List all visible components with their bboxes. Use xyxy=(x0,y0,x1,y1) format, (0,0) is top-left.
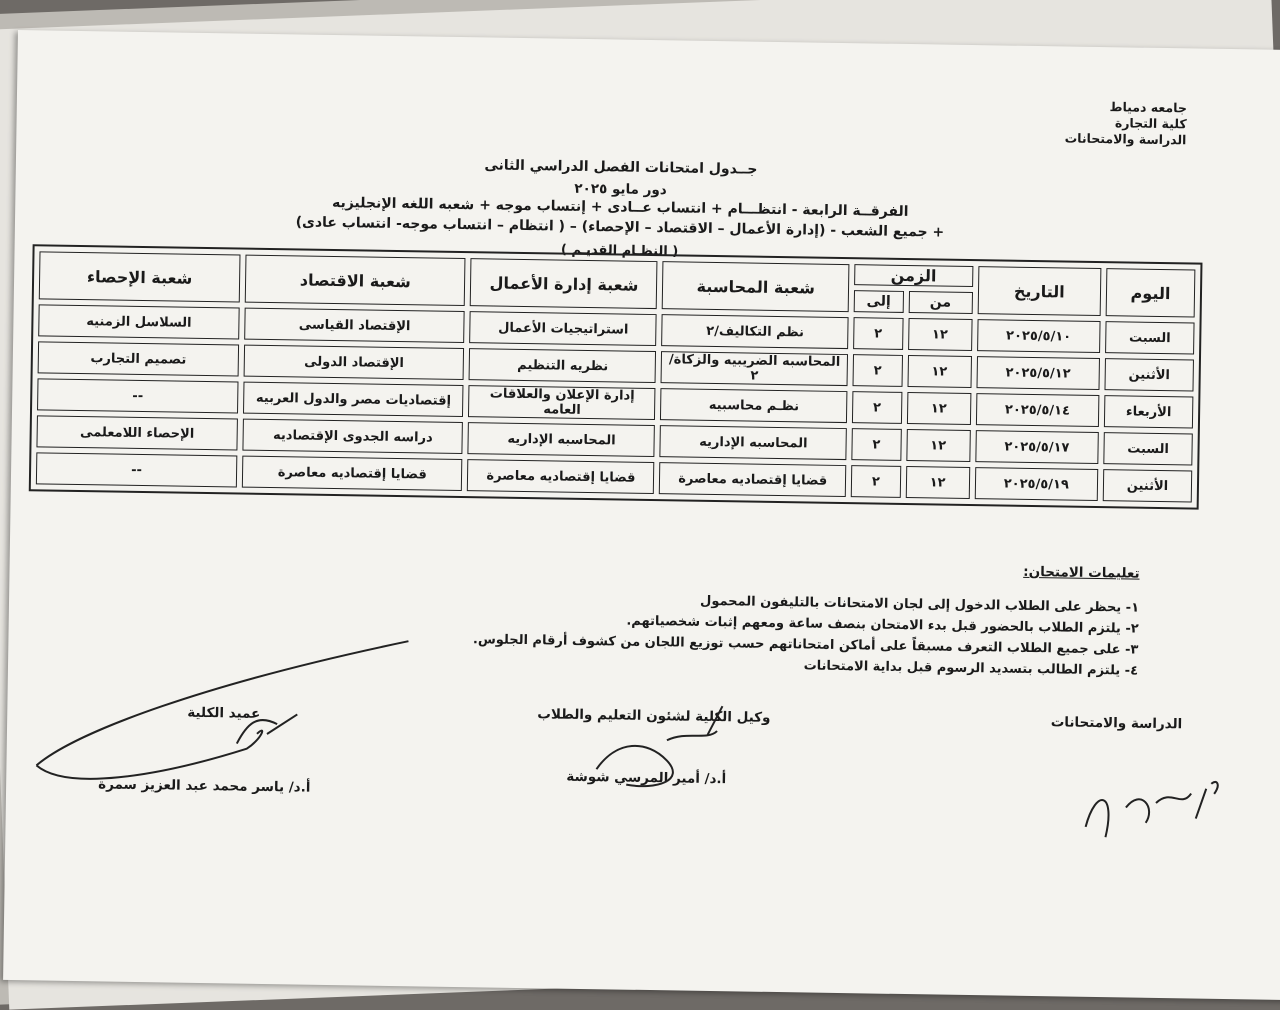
cell-to: ٢ xyxy=(851,465,901,498)
header-from: من xyxy=(908,291,972,314)
cell-day: السبت xyxy=(1103,432,1192,465)
cell-to: ٢ xyxy=(853,317,903,350)
cell-business: استراتيجيات الأعمال xyxy=(470,311,657,346)
university-name: جامعه دمياط xyxy=(1109,99,1188,116)
header-date: التاريخ xyxy=(977,266,1101,316)
cell-to: ٢ xyxy=(853,354,903,387)
cell-accounting: قضايا إقتصاديه معاصرة xyxy=(659,462,846,497)
cell-statistics: السلاسل الزمنيه xyxy=(38,304,239,339)
instructions-heading: تعليمات الامتحان: xyxy=(1023,563,1140,582)
cell-to: ٢ xyxy=(852,391,902,424)
cell-statistics: -- xyxy=(36,452,237,487)
cell-to: ٢ xyxy=(851,428,901,461)
cell-business: نظريه التنظيم xyxy=(469,348,656,383)
header-to: إلى xyxy=(854,290,904,313)
vice-dean-name: أ.د/ أمير المرسي شوشة xyxy=(566,768,727,788)
dean-signature-loop xyxy=(36,727,262,781)
cell-day: الأربعاء xyxy=(1104,395,1193,428)
faculty-name: كلية التجارة xyxy=(1114,115,1187,132)
instruction-item: ٣- على جميع الطلاب التعرف مسبقاً على أماكن امتحاناتهم حسب توزيع اللجان من كشوف أرقام الجلوس. xyxy=(472,632,1139,658)
cell-statistics: تصميم التجارب xyxy=(38,341,239,376)
cell-day: الأثنين xyxy=(1103,469,1192,502)
cell-day: الأثنين xyxy=(1105,358,1194,391)
cell-from: ١٢ xyxy=(907,355,971,388)
handwritten-signatures xyxy=(4,30,1278,950)
header-business: شعبة إدارة الأعمال xyxy=(470,258,658,309)
cell-date: ٢٠٢٥/٥/١٧ xyxy=(975,430,1099,464)
header-statistics: شعبة الإحصاء xyxy=(39,251,241,302)
cell-business: إدارة الإعلان والعلاقات العامه xyxy=(468,385,655,420)
cell-from: ١٢ xyxy=(908,318,972,351)
dean-title: عميد الكلية xyxy=(187,704,261,722)
cell-accounting: نظـم محاسبيه xyxy=(660,388,847,423)
instruction-item: ٢- يلتزم الطلاب بالحضور قبل بدء الامتحان بنصف ساعة ومعهم إثبات شخصياتهم. xyxy=(626,613,1139,637)
cell-date: ٢٠٢٥/٥/١٢ xyxy=(976,356,1100,390)
exams-office-label: الدراسة والامتحانات xyxy=(1050,714,1183,733)
cell-statistics: -- xyxy=(37,378,238,413)
divisions-line: + جميع الشعب - (إدارة الأعمال – الاقتصاد – الإحصاء) – ( انتظام – انتساب موجه- انتساب عادى) xyxy=(295,214,945,241)
dean-signature-mark xyxy=(237,714,297,745)
instruction-item: ٤- يلتزم الطالب بتسديد الرسوم قبل بداية الامتحانات xyxy=(803,658,1139,679)
cohort-line: الفرقــة الرابعة - انتظـــام + انتساب عــادى + إنتساب موجه + شعبه اللغه الإنجليزيه xyxy=(331,194,909,221)
department-name: الدراسة والامتحانات xyxy=(1064,130,1187,148)
cell-economics: دراسه الجدوى الإقتصاديه xyxy=(242,419,463,454)
document-sheet xyxy=(3,30,1280,1000)
cell-accounting: المحاسبه الإداريه xyxy=(660,425,847,460)
dean-name: أ.د/ ياسر محمد عبد العزيز سمرة xyxy=(98,776,311,796)
cell-date: ٢٠٢٥/٥/١٤ xyxy=(975,393,1099,427)
cell-economics: الإقتصاد القياسى xyxy=(244,308,465,343)
cell-economics: إقتصاديات مصر والدول العربيه xyxy=(243,382,464,417)
cell-date: ٢٠٢٥/٥/١٠ xyxy=(977,319,1101,353)
cell-economics: الإقتصاد الدولى xyxy=(244,345,465,380)
cell-from: ١٢ xyxy=(906,429,970,462)
cell-business: المحاسبه الإداريه xyxy=(468,422,655,457)
vice-dean-title: وكيل الكلية لشئون التعليم والطلاب xyxy=(537,706,771,726)
header-accounting: شعبة المحاسبة xyxy=(662,261,849,312)
exams-office-signature xyxy=(1085,780,1217,839)
instruction-item: ١- يحظر على الطلاب الدخول إلى لجان الامتحانات بالتليفون المحمول xyxy=(699,593,1140,616)
vice-dean-signature xyxy=(596,704,722,787)
system-line: ( النظـام القديـم ) xyxy=(560,242,679,260)
dean-signature-stroke xyxy=(36,635,408,771)
cell-statistics: الإحصاء اللامعلمى xyxy=(36,415,237,450)
cell-economics: قضايا إقتصاديه معاصرة xyxy=(242,456,463,491)
cell-day: السبت xyxy=(1105,321,1194,354)
cell-date: ٢٠٢٥/٥/١٩ xyxy=(974,467,1098,501)
cell-from: ١٢ xyxy=(905,466,969,499)
cell-accounting: المحاسبه الضريبيه والزكاة/٢ xyxy=(661,351,848,386)
document-title: جــدول امتحانات الفصل الدراسي الثانى xyxy=(484,157,758,178)
exam-session: دور مايو ٢٠٢٥ xyxy=(574,180,667,199)
header-day: اليوم xyxy=(1106,268,1196,317)
header-time: الزمن xyxy=(854,264,973,287)
cell-accounting: نظم التكاليف/٢ xyxy=(661,314,848,349)
cell-from: ١٢ xyxy=(907,392,971,425)
header-economics: شعبة الاقتصاد xyxy=(245,255,466,306)
cell-business: قضايا إقتصاديه معاصرة xyxy=(467,459,654,494)
